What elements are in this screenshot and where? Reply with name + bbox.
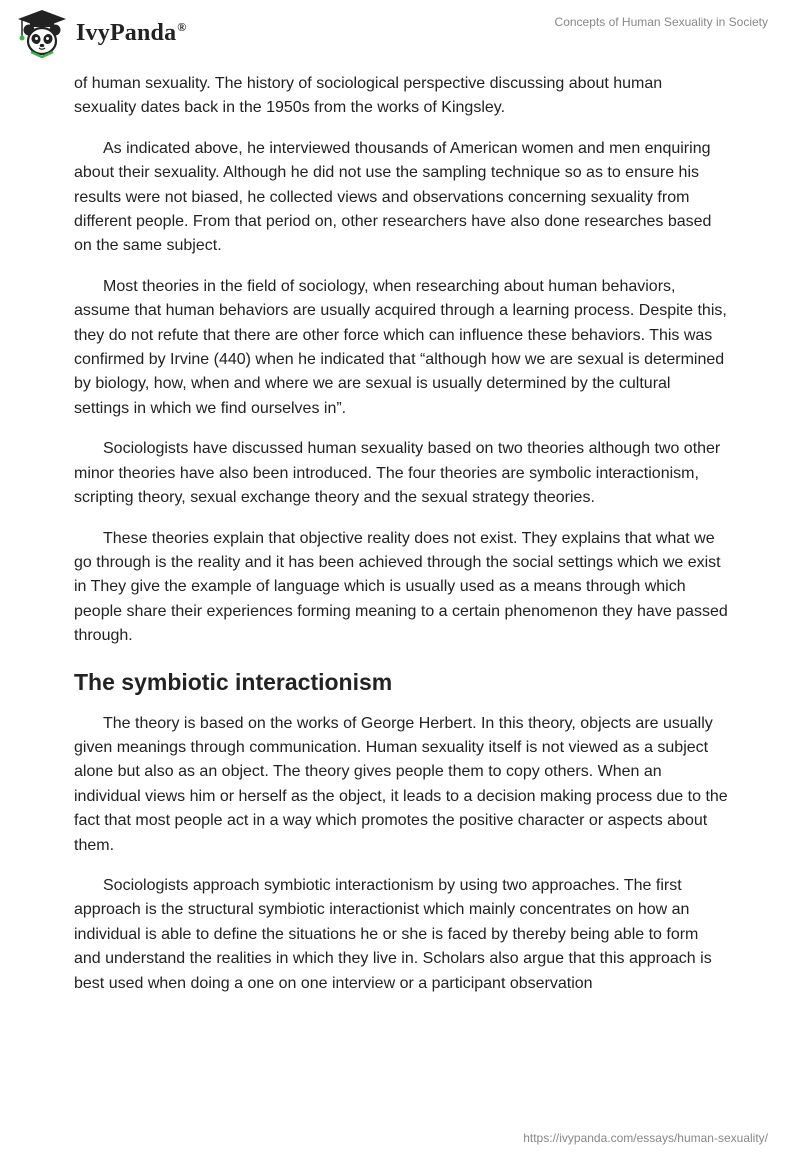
source-url[interactable]: https://ivypanda.com/essays/human-sexuality/ [523,1131,768,1145]
paragraph: These theories explain that objective reality does not exist. They explains that what we go through is the reality and it has been achieved through the social settings which we exist in They give the example of language which is usually used as a means through which people share their experiences forming meaning to a certain phenomenon they have passed through. [74,529,728,645]
ivypanda-logo[interactable] [14,8,186,58]
paragraph: The theory is based on the works of George Herbert. In this theory, objects are usually given meanings through communication. Human sexuality itself is not viewed as a subject alone but also as an object. The theory gives people them to copy others. When an individual views him or herself as the object, it leads to a decision making process due to the fact that most people act in a way which promotes the positive character or aspects about them. [74,714,728,854]
paragraph: As indicated above, he interviewed thousands of American women and men enquiring about their sexuality. Although he did not use the sampling technique so as to ensure his results were not biased, he collected views and observations concerning sexuality from different people. From that period on, other researchers have also done researches based on the same subject. [74,139,712,255]
essay-body [74,72,728,1012]
page-header [0,0,800,70]
panda-graduate-icon [14,8,70,58]
brand-name: IvyPanda® [76,19,187,46]
paragraph: Most theories in the field of sociology, when researching about human behaviors, assume that human behaviors are usually acquired through a learning process. Despite this, they do not refute that there are other force which can influence these behaviors. This was confirmed by Irvine (440) when he indicated that “although how we are sexual is determined by biology, how, when and where we are sexual is usually determined by the cultural settings in which we find ourselves in”. [74,277,727,417]
paragraph: Sociologists approach symbiotic interactionism by using two approaches. The first approach is the structural symbiotic interactionist which mainly concentrates on how an individual is able to define the situations he or she is faced by thereby being able to form and understand the realities in which they live in. Scholars also argue that this approach is best used when doing a one on one interview or a participant observation [74,876,712,992]
section-heading: The symbiotic interactionism [74,668,393,695]
paragraph: of human sexuality. The history of sociological perspective discussing about human sexuality dates back in the 1950s from the works of Kingsley. [74,75,663,117]
document-title: Concepts of Human Sexuality in Society [554,15,768,29]
paragraph: Sociologists have discussed human sexuality based on two theories although two other minor theories have also been introduced. The four theories are symbolic interactionism, scripting theory, sexual exchange theory and the sexual strategy theories. [74,440,721,507]
